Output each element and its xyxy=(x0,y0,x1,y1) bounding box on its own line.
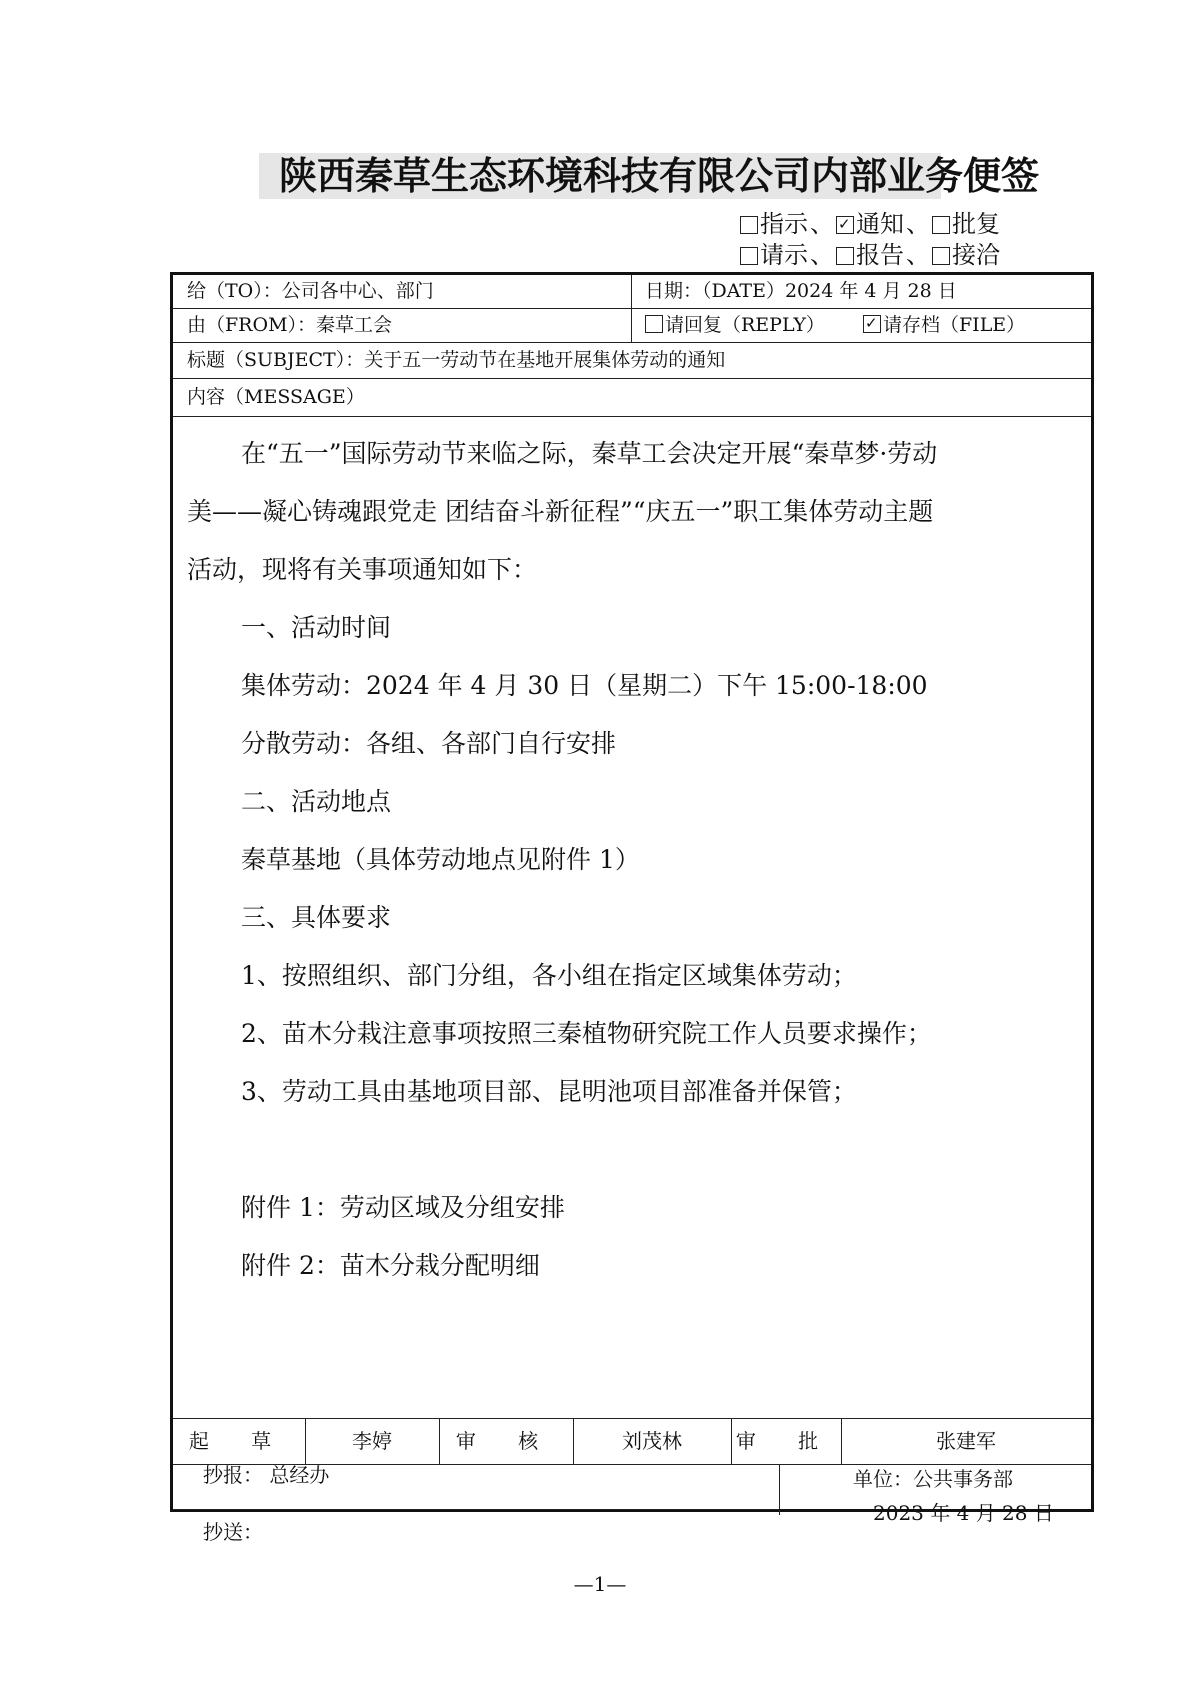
collective-labor-time: 集体劳动：2024 年 4 月 30 日（星期二）下午 15:00-18:00 xyxy=(241,671,928,700)
attachment-2[interactable]: 附件 2：苗木分栽分配明细 xyxy=(241,1251,540,1280)
location-text: 秦草基地（具体劳动地点见附件 1） xyxy=(241,845,640,874)
message-body xyxy=(173,417,1091,1419)
requirement-3: 3、劳动工具由基地项目部、昆明池项目部准备并保管； xyxy=(241,1077,857,1106)
distributed-labor-time: 分散劳动：各组、各部门自行安排 xyxy=(241,729,617,758)
checkbox-notice[interactable] xyxy=(836,216,854,234)
draft-name: 李婷 xyxy=(352,1429,392,1453)
page-number: —1— xyxy=(573,1572,627,1596)
paragraph-intro-line-3: 活动，现将有关事项通知如下： xyxy=(187,555,538,584)
subject-row xyxy=(173,343,1091,379)
paragraph-intro-line-2: 美——凝心铸魂跟党走 团结奋斗新征程”“庆五一”职工集体劳动主题 xyxy=(187,497,934,526)
message-label-row xyxy=(173,379,1091,417)
date-field: 日期：（DATE）2024 年 4 月 28 日 xyxy=(645,280,957,302)
approve-name: 张建军 xyxy=(936,1429,996,1453)
checkbox-request[interactable] xyxy=(740,247,758,265)
section-location-heading: 二、活动地点 xyxy=(241,787,392,816)
checkbox-liaison[interactable] xyxy=(932,247,950,265)
review-label: 审 核 xyxy=(455,1429,557,1453)
checkbox-reply-approval[interactable] xyxy=(932,216,950,234)
issue-date: 2023 年 4 月 28 日 xyxy=(873,1501,1054,1525)
draft-label: 起 草 xyxy=(188,1429,290,1453)
checkbox-reply[interactable] xyxy=(645,315,663,333)
title-banner xyxy=(259,153,1040,199)
checkbox-file[interactable] xyxy=(863,315,881,333)
to-field: 给（TO）：公司各中心、部门 xyxy=(187,280,434,302)
to-date-row xyxy=(173,275,1091,309)
review-name: 刘茂林 xyxy=(622,1429,682,1453)
from-row xyxy=(173,309,1091,343)
requirement-1: 1、按照组织、部门分组，各小组在指定区域集体劳动； xyxy=(241,961,857,990)
checkbox-instruction[interactable] xyxy=(740,216,758,234)
type-report-label: 报告 xyxy=(856,241,904,269)
section-time-heading: 一、活动时间 xyxy=(241,613,392,642)
document-title: 陕西秦草生态环境科技有限公司内部业务便签 xyxy=(279,154,1040,198)
memo-type-row-2: 请示、 报告、 接洽 xyxy=(740,240,1000,270)
issuing-unit: 单位：公共事务部 xyxy=(853,1467,1013,1491)
attachment-1[interactable]: 附件 1：劳动区域及分组安排 xyxy=(241,1193,565,1222)
memo-type-row-1: 指示、✓ 通知、 批复 xyxy=(740,209,1000,239)
type-instruction-label: 指示 xyxy=(760,210,808,238)
checkbox-report[interactable] xyxy=(836,247,854,265)
section-requirements-heading: 三、具体要求 xyxy=(241,903,392,932)
reply-label: 请回复（REPLY） xyxy=(665,314,825,336)
cc-report: 抄报： 总经办 xyxy=(203,1463,330,1487)
from-field: 由（FROM）：秦草工会 xyxy=(187,314,393,336)
approve-label: 审 批 xyxy=(735,1429,837,1453)
type-notice-label: 通知 xyxy=(856,210,904,238)
file-label: 请存档（FILE） xyxy=(883,314,1026,336)
type-reply-approval-label: 批复 xyxy=(952,210,1000,238)
reply-file-options xyxy=(631,309,1091,342)
memo-form xyxy=(170,272,1094,1544)
paragraph-intro-line-1: 在“五一”国际劳动节来临之际，秦草工会决定开展“秦草梦·劳动 xyxy=(241,439,938,468)
cc-send: 抄送： xyxy=(203,1520,263,1544)
message-label: 内容（MESSAGE） xyxy=(187,386,365,408)
requirement-2: 2、苗木分栽注意事项按照三秦植物研究院工作人员要求操作； xyxy=(241,1019,932,1048)
type-liaison-label: 接洽 xyxy=(952,241,1000,269)
footer-area xyxy=(173,1463,1091,1544)
subject-field: 标题（SUBJECT）：关于五一劳动节在基地开展集体劳动的通知 xyxy=(187,349,726,371)
type-request-label: 请示 xyxy=(760,241,808,269)
